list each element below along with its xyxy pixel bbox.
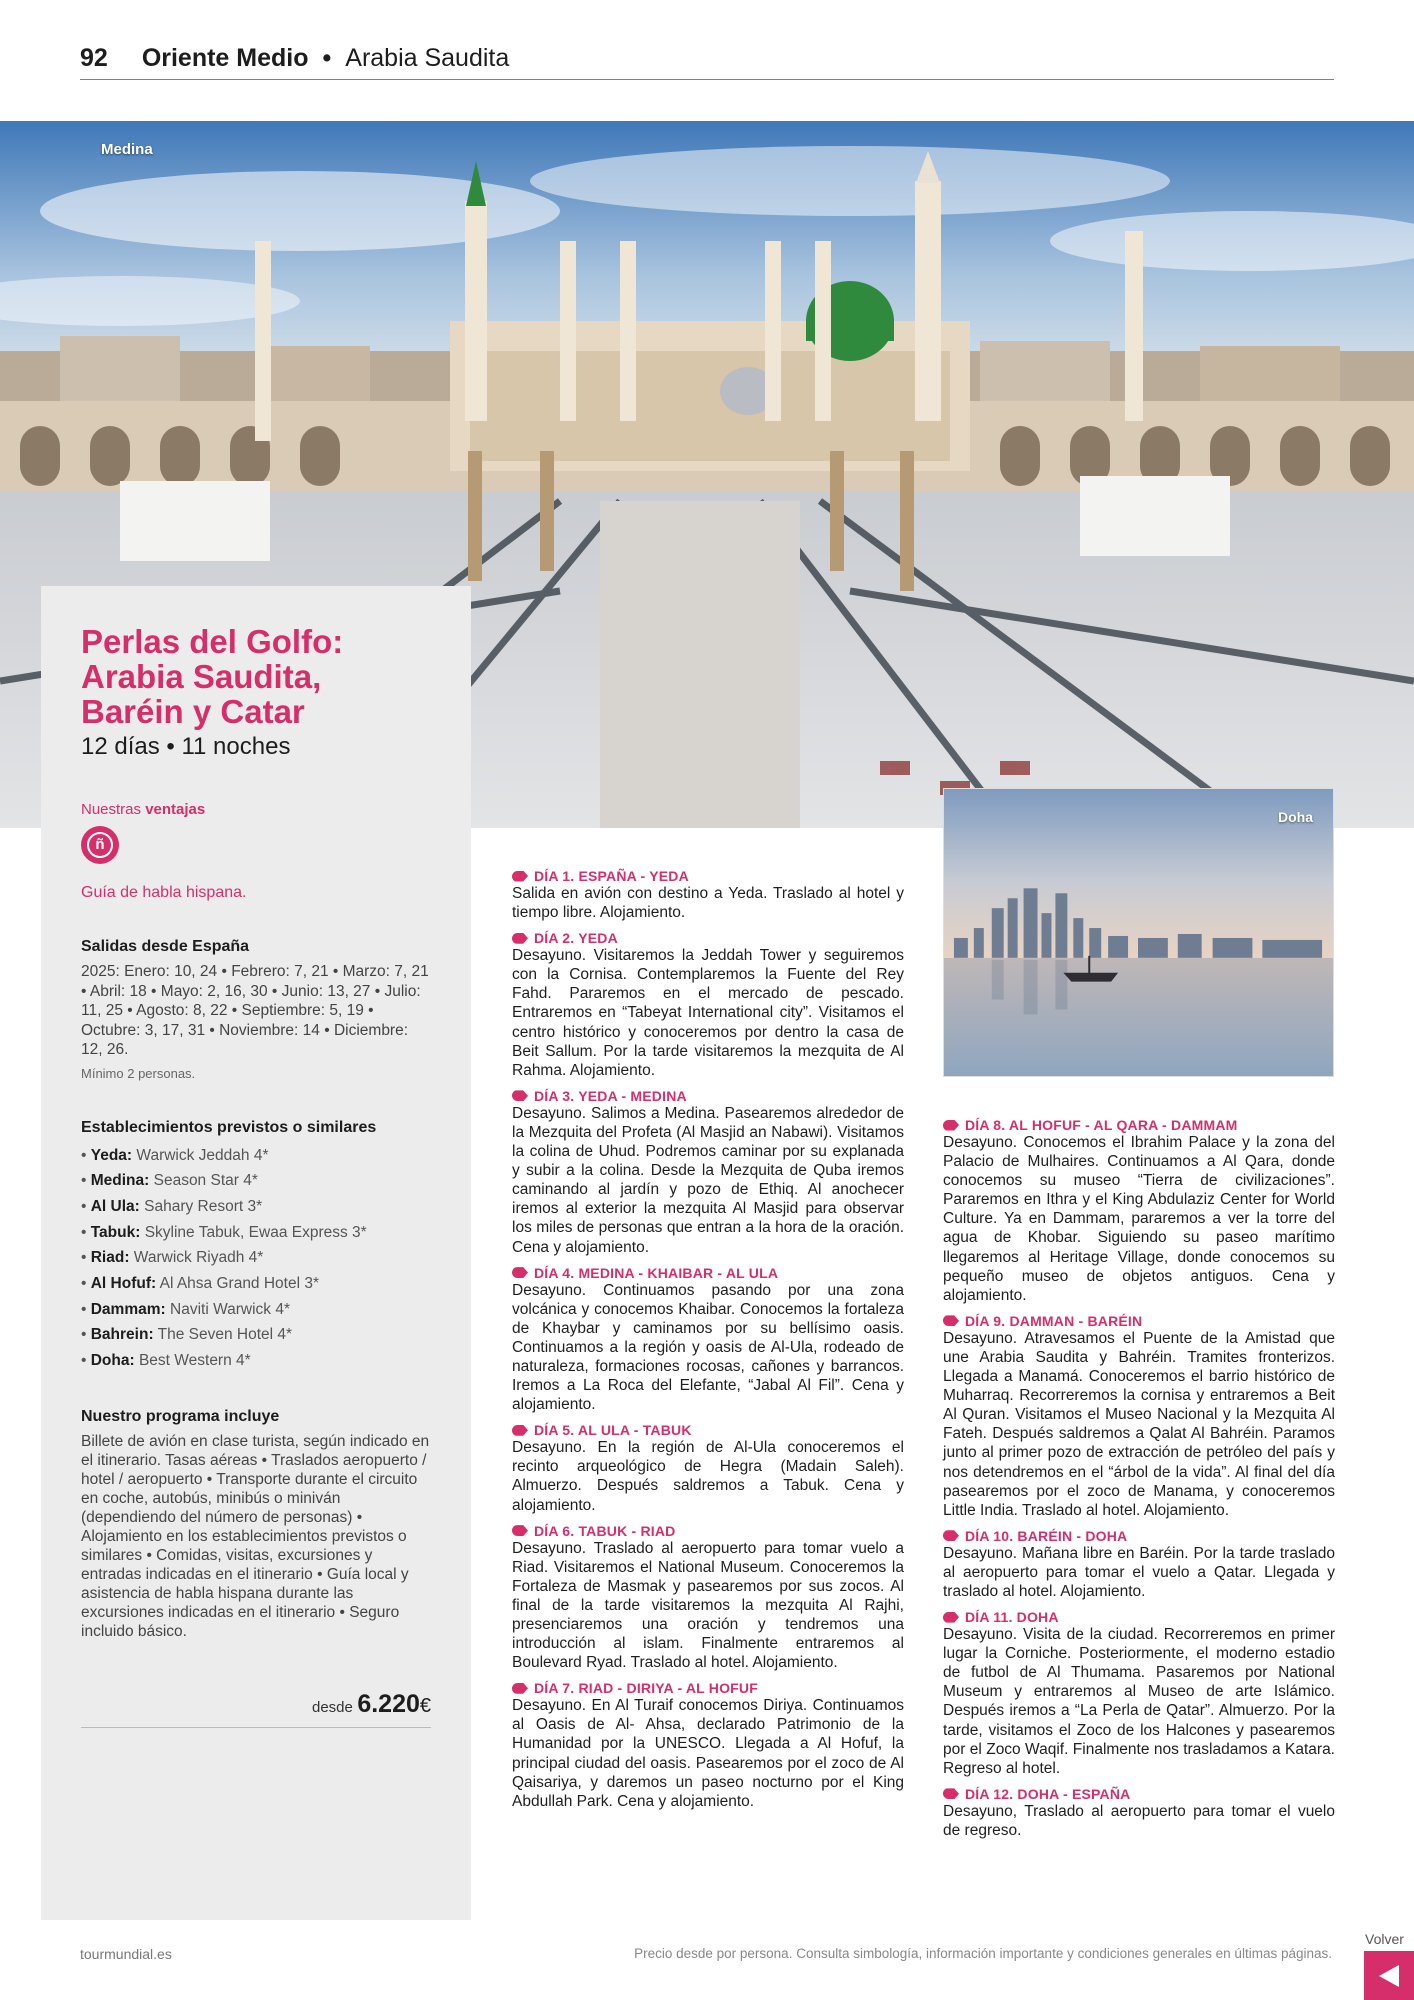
hotel-city: Riad:: [90, 1249, 130, 1267]
day-title-text: DÍA 8. AL HOFUF - AL QARA - DAMMAM: [965, 1117, 1238, 1133]
region-title: Oriente Medio: [141, 44, 309, 72]
day-title-text: DÍA 2. YEDA: [534, 930, 618, 947]
day-title-text: DÍA 5. AL ULA - TABUK: [534, 1422, 692, 1439]
day-block: [512, 1680, 904, 1811]
day-arrow-icon: [512, 933, 528, 944]
price-value: 6.220: [357, 1690, 420, 1718]
doha-photo: [943, 788, 1334, 1077]
day-title: [512, 1422, 904, 1438]
day-arrow-icon: [512, 1267, 528, 1278]
tour-title-line: Baréin y Catar: [81, 693, 305, 730]
spanish-guide-icon: [81, 826, 119, 864]
hotel-name: Season Star 4*: [153, 1172, 258, 1190]
header-separator: •: [322, 44, 332, 72]
hotel-name: Best Western 4*: [138, 1352, 251, 1370]
day-title: [512, 868, 904, 884]
minimum-people-note: Mínimo 2 personas.: [81, 1065, 196, 1081]
hotel-city: Medina:: [90, 1172, 150, 1190]
day-text: Desayuno. En Al Turaif conocemos Diriya. Continuamos al Oasis de Al- Ahsa, declarado Patrimonio de la Humanidad por la UNESCO. Llegada a Al Hofuf, la principal ciudad del oasis. Pasearemos por el zoco de Al Qaisariya, y daremos un paseo nocturno por el King Abdullah Park. Cena y alojamiento.: [512, 1697, 904, 1810]
day-title: [943, 1313, 1335, 1329]
itinerary-column-right: [943, 1117, 1335, 1848]
day-title: [943, 1528, 1335, 1544]
itinerary-column-middle: [512, 868, 904, 1819]
day-block: [943, 1609, 1335, 1778]
day-block: [943, 1117, 1335, 1305]
advantages-label: [81, 801, 431, 818]
tour-sidebar: [41, 586, 471, 1920]
day-arrow-icon: [512, 1683, 528, 1694]
day-block: [512, 1088, 904, 1257]
price-currency: €: [419, 1695, 431, 1717]
program-title: Nuestro programa incluye: [81, 1407, 280, 1425]
day-block: [943, 1313, 1335, 1520]
footer-note: Precio desde por persona. Consulta simbología, información importante y condiciones generales en últimas páginas.: [634, 1946, 1332, 1961]
list-item: • Medina: Season Star 4*: [81, 1172, 258, 1190]
list-item: • Bahrein: The Seven Hotel 4*: [81, 1326, 293, 1344]
hotel-city: Al Ula:: [90, 1197, 140, 1215]
establishments-list: [81, 1143, 431, 1374]
hero-caption: Medina: [101, 141, 153, 158]
hotel-name: Skyline Tabuk, Ewaa Express 3*: [144, 1223, 367, 1241]
day-title-text: DÍA 6. TABUK - RIAD: [534, 1522, 676, 1539]
advantages-text: Guía de habla hispana.: [81, 884, 247, 901]
day-title: [512, 1680, 904, 1696]
price-row: [81, 1690, 431, 1728]
day-title: [943, 1609, 1335, 1625]
day-text: Desayuno. Traslado al aeropuerto para tomar vuelo a Riad. Visitaremos el National Museum. Conoceremos la Fortaleza de Masmak y pasearemos por sus zocos. Al final de la tarde visitaremos la mezquita Al Rajhi, presenciaremos una oración y tendremos una introducción al islam. Finalmente entraremos al Boulevard Ryad. Traslado al hotel. Alojamiento.: [512, 1539, 904, 1672]
hotel-name: Naviti Warwick 4*: [170, 1300, 290, 1318]
day-text: Desayuno. Conocemos el Ibrahim Palace y la zona del Palacio de Mulhaires. Continuamos a Al Qara, donde conocemos su museo “Tierra de civilizaciones”. Pararemos en Ithra y el King Abdulaziz Center for World Culture. Ya en Dammam, pararemos a ver la torre del agua de Khobar. Siguiendo su paseo marítimo llegaremos al Heritage Village, donde conocemos su pequeño museo de objetos antiguos. Cena y alojamiento.: [943, 1134, 1335, 1304]
back-button[interactable]: [1364, 1951, 1414, 2000]
day-arrow-icon: [512, 1090, 528, 1101]
hotel-name: Al Ahsa Grand Hotel 3*: [159, 1275, 320, 1293]
day-text: Desayuno, Traslado al aeropuerto para tomar el vuelo de regreso.: [943, 1802, 1335, 1839]
hotel-city: Yeda:: [90, 1146, 133, 1164]
list-item: • Al Ula: Sahary Resort 3*: [81, 1197, 263, 1215]
day-title-text: DÍA 1. ESPAÑA - YEDA: [534, 868, 689, 884]
day-text: Salida en avión con destino a Yeda. Traslado al hotel y tiempo libre. Alojamiento.: [512, 885, 904, 922]
day-arrow-icon: [943, 1530, 959, 1541]
hotel-city: Dammam:: [90, 1300, 166, 1318]
page-number: 92: [80, 44, 108, 72]
tour-title: [81, 624, 431, 729]
salidas-title: Salidas desde España: [81, 938, 250, 955]
day-block: [943, 1528, 1335, 1601]
doha-skyline-illustration: [944, 789, 1333, 1076]
tour-duration: 12 días • 11 noches: [81, 733, 291, 760]
day-arrow-icon: [943, 1120, 959, 1131]
program-includes: Billete de avión en clase turista, según indicado en el itinerario. Tasas aéreas • Traslados aeropuerto / hotel / aeropuerto • Transporte durante el circuito en coche, autobús, minibús o miniván (dependiendo del número de personas) • Alojamiento en los establecimientos previstos o similares • Comidas, visitas, excursiones y entradas indicadas en el itinerario • Guía local y asistencia de habla hispana durante las excursiones indicadas en el itinerario • Seguro incluido básico.: [81, 1432, 430, 1640]
hotel-city: Bahrein:: [90, 1326, 154, 1344]
list-item: • Yeda: Warwick Jeddah 4*: [81, 1146, 269, 1164]
hotel-city: Tabuk:: [90, 1223, 141, 1241]
day-arrow-icon: [943, 1612, 959, 1623]
hotel-name: Warwick Jeddah 4*: [136, 1146, 269, 1164]
day-title-text: DÍA 11. DOHA: [965, 1609, 1059, 1626]
day-arrow-icon: [512, 1425, 528, 1436]
hotel-name: The Seven Hotel 4*: [157, 1326, 293, 1344]
hotel-name: Sahary Resort 3*: [144, 1197, 263, 1215]
list-item: • Riad: Warwick Riyadh 4*: [81, 1249, 264, 1267]
doha-caption: Doha: [1278, 809, 1313, 825]
day-arrow-icon: [943, 1788, 959, 1799]
day-text: Desayuno. Visitaremos la Jeddah Tower y seguiremos con la Cornisa. Contemplaremos la Fuente del Rey Fahd. Pararemos en el mercado de pescado. Entraremos en “Tabeyat International city”. Visitamos el centro histórico y conoceremos por dentro la casa de Beit Sallum. Por la tarde visitaremos la mezquita de Al Rahma. Alojamiento.: [512, 947, 904, 1079]
day-title-text: DÍA 4. MEDINA - KHAIBAR - AL ULA: [534, 1264, 779, 1281]
day-text: Desayuno. Salimos a Medina. Pasearemos alrededor de la Mezquita del Profeta (Al Masjid an Nabawi). Visitamos la colina de Uhud. Podremos caminar por su explanada y subir a la colina. Desde la Mezquita de Quba iremos caminando al jardín y pozo de Ethiq. Al anochecer iremos al exterior la mezquita Al Masjid para observar los miles de personas que entran a la hora de la oración. Cena y alojamiento.: [512, 1104, 904, 1256]
day-block: [512, 868, 904, 922]
price-from-label: desde: [311, 1699, 353, 1716]
day-text: Desayuno. Atravesamos el Puente de la Amistad que une Arabia Saudita y Bahréin. Tramites fronterizos. Llegada a Manamá. Conoceremos el barrio histórico de Muharraq. Recorreremos la cornisa y entraremos a Beit Al Quran. Visitamos el Museo Nacional y la Mezquita Al Fateh. Después saldremos a Qalat Al Bahréin. Paramos junto al primer pozo de extracción de petróleo del país y nos detendremos en el “árbol de la vida”. Al final del día pasearemos por el zoco de Manama, y conoceremos Little India. Traslado al hotel. Alojamiento.: [943, 1329, 1335, 1519]
day-text: Desayuno. Mañana libre en Baréin. Por la tarde traslado al aeropuerto para tomar el vuelo a Qatar. Llegada y traslado al hotel. Alojamiento.: [943, 1544, 1335, 1600]
day-block: [943, 1786, 1335, 1840]
hotel-city: Al Hofuf:: [90, 1275, 157, 1293]
list-item: • Al Hofuf: Al Ahsa Grand Hotel 3*: [81, 1275, 320, 1293]
day-title-text: DÍA 9. DAMMAN - BARÉIN: [965, 1312, 1143, 1329]
day-text: Desayuno. Visita de la ciudad. Recorreremos en primer lugar la Corniche. Posteriormente, el moderno estadio de futbol de Al Thumama. Pasaremos por National Museum y entraremos al Museo de arte Islámico. Después iremos a “La Perla de Qatar”. Almuerzo. Por la tarde, visitamos el Zoco de los Halcones y pasearemos por el Zoco Waqif. Finalmente nos trasladamos a Katara. Regreso al hotel.: [943, 1626, 1335, 1777]
day-title: [512, 1265, 904, 1281]
list-item: • Dammam: Naviti Warwick 4*: [81, 1300, 290, 1318]
day-text: Desayuno. Continuamos pasando por una zona volcánica y conocemos Khaibar. Conocemos la fortaleza de Khaybar y caminamos por su bellísimo oasis. Continuamos a la región y oasis de Al-Ula, rodeado de naturaleza, formaciones rocosas, cañones y barrancos. Iremos a La Roca del Elefante, “Jabal Al Fil”. Cena y alojamiento.: [512, 1281, 904, 1414]
back-arrow-icon: [1379, 1965, 1399, 1987]
day-title-text: DÍA 10. BARÉIN - DOHA: [965, 1527, 1128, 1544]
day-block: [512, 930, 904, 1080]
day-arrow-icon: [512, 1525, 528, 1536]
day-title: [512, 1523, 904, 1539]
day-title-text: DÍA 3. YEDA - MEDINA: [534, 1087, 687, 1104]
day-block: [512, 1265, 904, 1415]
list-item: • Doha: Best Western 4*: [81, 1352, 251, 1370]
spanish-guide-icon-glyph: ñ: [87, 832, 113, 858]
tour-title-line: Arabia Saudita,: [81, 658, 322, 695]
day-title-text: DÍA 12. DOHA - ESPAÑA: [965, 1785, 1131, 1802]
day-text: Desayuno. En la región de Al-Ula conoceremos el recinto arqueológico de Hegra (Madain Saleh). Almuerzo. Después saldremos a Tabuk. Cena y alojamiento.: [512, 1439, 904, 1514]
hotel-city: Doha:: [90, 1352, 135, 1370]
advantages-label-bold: ventajas: [145, 801, 206, 818]
page-header: [80, 44, 1334, 80]
day-title: [943, 1786, 1335, 1802]
day-title: [943, 1117, 1335, 1133]
day-title-text: DÍA 7. RIAD - DIRIYA - AL HOFUF: [534, 1680, 758, 1697]
country-title: Arabia Saudita: [345, 44, 510, 72]
day-block: [512, 1523, 904, 1673]
day-arrow-icon: [512, 871, 528, 882]
advantages-label-prefix: Nuestras: [81, 801, 142, 818]
day-title: [512, 930, 904, 946]
establishments-title: Establecimientos previstos o similares: [81, 1118, 377, 1136]
list-item: • Tabuk: Skyline Tabuk, Ewaa Express 3*: [81, 1223, 367, 1241]
back-label: Volver: [1365, 1931, 1404, 1947]
footer-site-link[interactable]: tourmundial.es: [80, 1946, 172, 1962]
salidas-dates: 2025: Enero: 10, 24 • Febrero: 7, 21 • Marzo: 7, 21 • Abril: 18 • Mayo: 2, 16, 30 • Junio: 13, 27 • Julio: 11, 25 • Agosto: 8, 22 • Septiembre: 5, 19 • Octubre: 3, 17, 31 • Noviembre: 14 • Diciembre: 12, 26.: [81, 963, 429, 1058]
tour-title-line: Perlas del Golfo:: [81, 623, 344, 660]
hotel-name: Warwick Riyadh 4*: [133, 1249, 264, 1267]
day-title: [512, 1088, 904, 1104]
day-block: [512, 1422, 904, 1514]
day-arrow-icon: [943, 1315, 959, 1326]
